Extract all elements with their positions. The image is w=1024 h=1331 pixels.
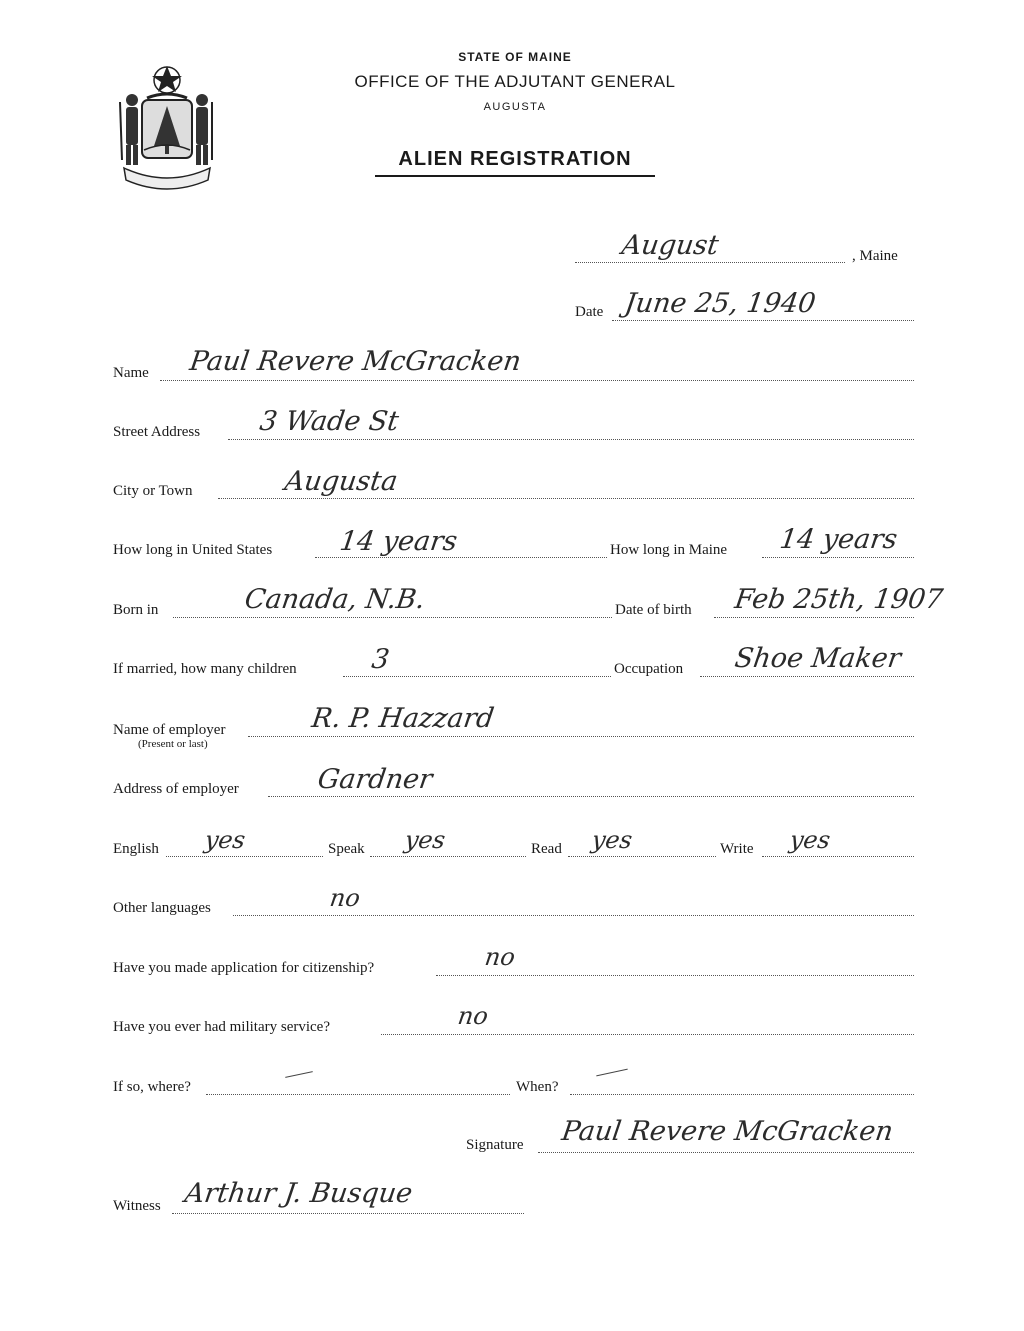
occupation-line: [700, 676, 914, 677]
date-of-birth-line: [714, 617, 914, 618]
read-line: [568, 856, 716, 857]
city-value[interactable]: Augusta: [282, 466, 400, 497]
city-label: City or Town: [113, 483, 193, 499]
how-long-us-value[interactable]: 14 years: [337, 526, 460, 557]
employer-address-line: [268, 796, 914, 797]
town-line: [575, 262, 845, 263]
maine-label: , Maine: [852, 248, 898, 264]
header-office: OFFICE OF THE ADJUTANT GENERAL: [354, 72, 676, 91]
employer-name-line: [248, 736, 914, 737]
when-line: [570, 1094, 914, 1095]
name-label: Name: [113, 365, 149, 381]
when-label: When?: [516, 1079, 559, 1095]
signature-label: Signature: [466, 1137, 524, 1153]
married-children-line: [343, 676, 611, 677]
city-line: [218, 498, 914, 499]
read-label: Read: [531, 841, 562, 857]
occupation-value[interactable]: Shoe Maker: [732, 643, 903, 674]
citizenship-label: Have you made application for citizenship?: [113, 960, 375, 976]
street-address-value[interactable]: 3 Wade St: [257, 406, 401, 437]
speak-label: Speak: [328, 841, 365, 857]
employer-address-value[interactable]: Gardner: [315, 764, 435, 795]
employer-address-label: Address of employer: [113, 781, 239, 797]
witness-label: Witness: [113, 1198, 161, 1214]
how-long-maine-line: [762, 557, 914, 558]
write-label: Write: [720, 841, 754, 857]
header-state: STATE OF MAINE: [458, 50, 572, 64]
date-line: [612, 320, 914, 321]
english-line: [166, 856, 323, 857]
how-long-maine-value[interactable]: 14 years: [777, 524, 900, 555]
name-value[interactable]: Paul Revere McGracken: [187, 346, 524, 377]
state-of-maine-seal-icon: [112, 60, 222, 190]
other-languages-line: [233, 915, 914, 916]
how-long-us-line: [315, 557, 607, 558]
employer-name-sublabel: (Present or last): [138, 738, 208, 750]
occupation-label: Occupation: [614, 661, 684, 677]
signature-value[interactable]: Paul Revere McGracken: [559, 1116, 896, 1147]
date-of-birth-value[interactable]: Feb 25th, 1907: [732, 584, 945, 615]
married-children-label: If married, how many children: [113, 661, 297, 677]
military-line: [381, 1034, 914, 1035]
signature-line: [538, 1152, 914, 1153]
town-value[interactable]: August: [619, 230, 721, 261]
how-long-maine-label: How long in Maine: [610, 542, 728, 558]
street-address-label: Street Address: [113, 424, 201, 440]
if-so-where-dash: [285, 1071, 313, 1078]
write-line: [762, 856, 914, 857]
married-children-value[interactable]: 3: [369, 644, 392, 675]
citizenship-value[interactable]: no: [483, 943, 517, 971]
when-dash: [596, 1069, 628, 1077]
how-long-us-label: How long in United States: [113, 542, 273, 558]
date-label: Date: [575, 304, 604, 320]
other-languages-label: Other languages: [113, 900, 211, 916]
speak-line: [370, 856, 526, 857]
employer-name-label: Name of employer: [113, 722, 226, 738]
if-so-where-label: If so, where?: [113, 1079, 191, 1095]
citizenship-line: [436, 975, 914, 976]
write-value[interactable]: yes: [788, 826, 833, 854]
other-languages-value[interactable]: no: [328, 884, 362, 912]
employer-name-value[interactable]: R. P. Hazzard: [309, 703, 496, 734]
witness-value[interactable]: Arthur J. Busque: [182, 1178, 415, 1209]
date-value[interactable]: June 25, 1940: [622, 288, 818, 319]
street-address-line: [228, 439, 914, 440]
speak-value[interactable]: yes: [403, 826, 448, 854]
born-in-label: Born in: [113, 602, 159, 618]
witness-line: [172, 1213, 524, 1214]
military-label: Have you ever had military service?: [113, 1019, 330, 1035]
military-value[interactable]: no: [456, 1002, 490, 1030]
read-value[interactable]: yes: [590, 826, 635, 854]
born-in-value[interactable]: Canada, N.B.: [242, 584, 427, 615]
date-of-birth-label: Date of birth: [615, 602, 692, 618]
born-in-line: [173, 617, 612, 618]
english-label: English: [113, 841, 159, 857]
form-title: ALIEN REGISTRATION: [375, 148, 655, 177]
header-city: AUGUSTA: [483, 101, 547, 113]
name-line: [160, 380, 914, 381]
if-so-where-line: [206, 1094, 510, 1095]
english-value[interactable]: yes: [203, 826, 248, 854]
